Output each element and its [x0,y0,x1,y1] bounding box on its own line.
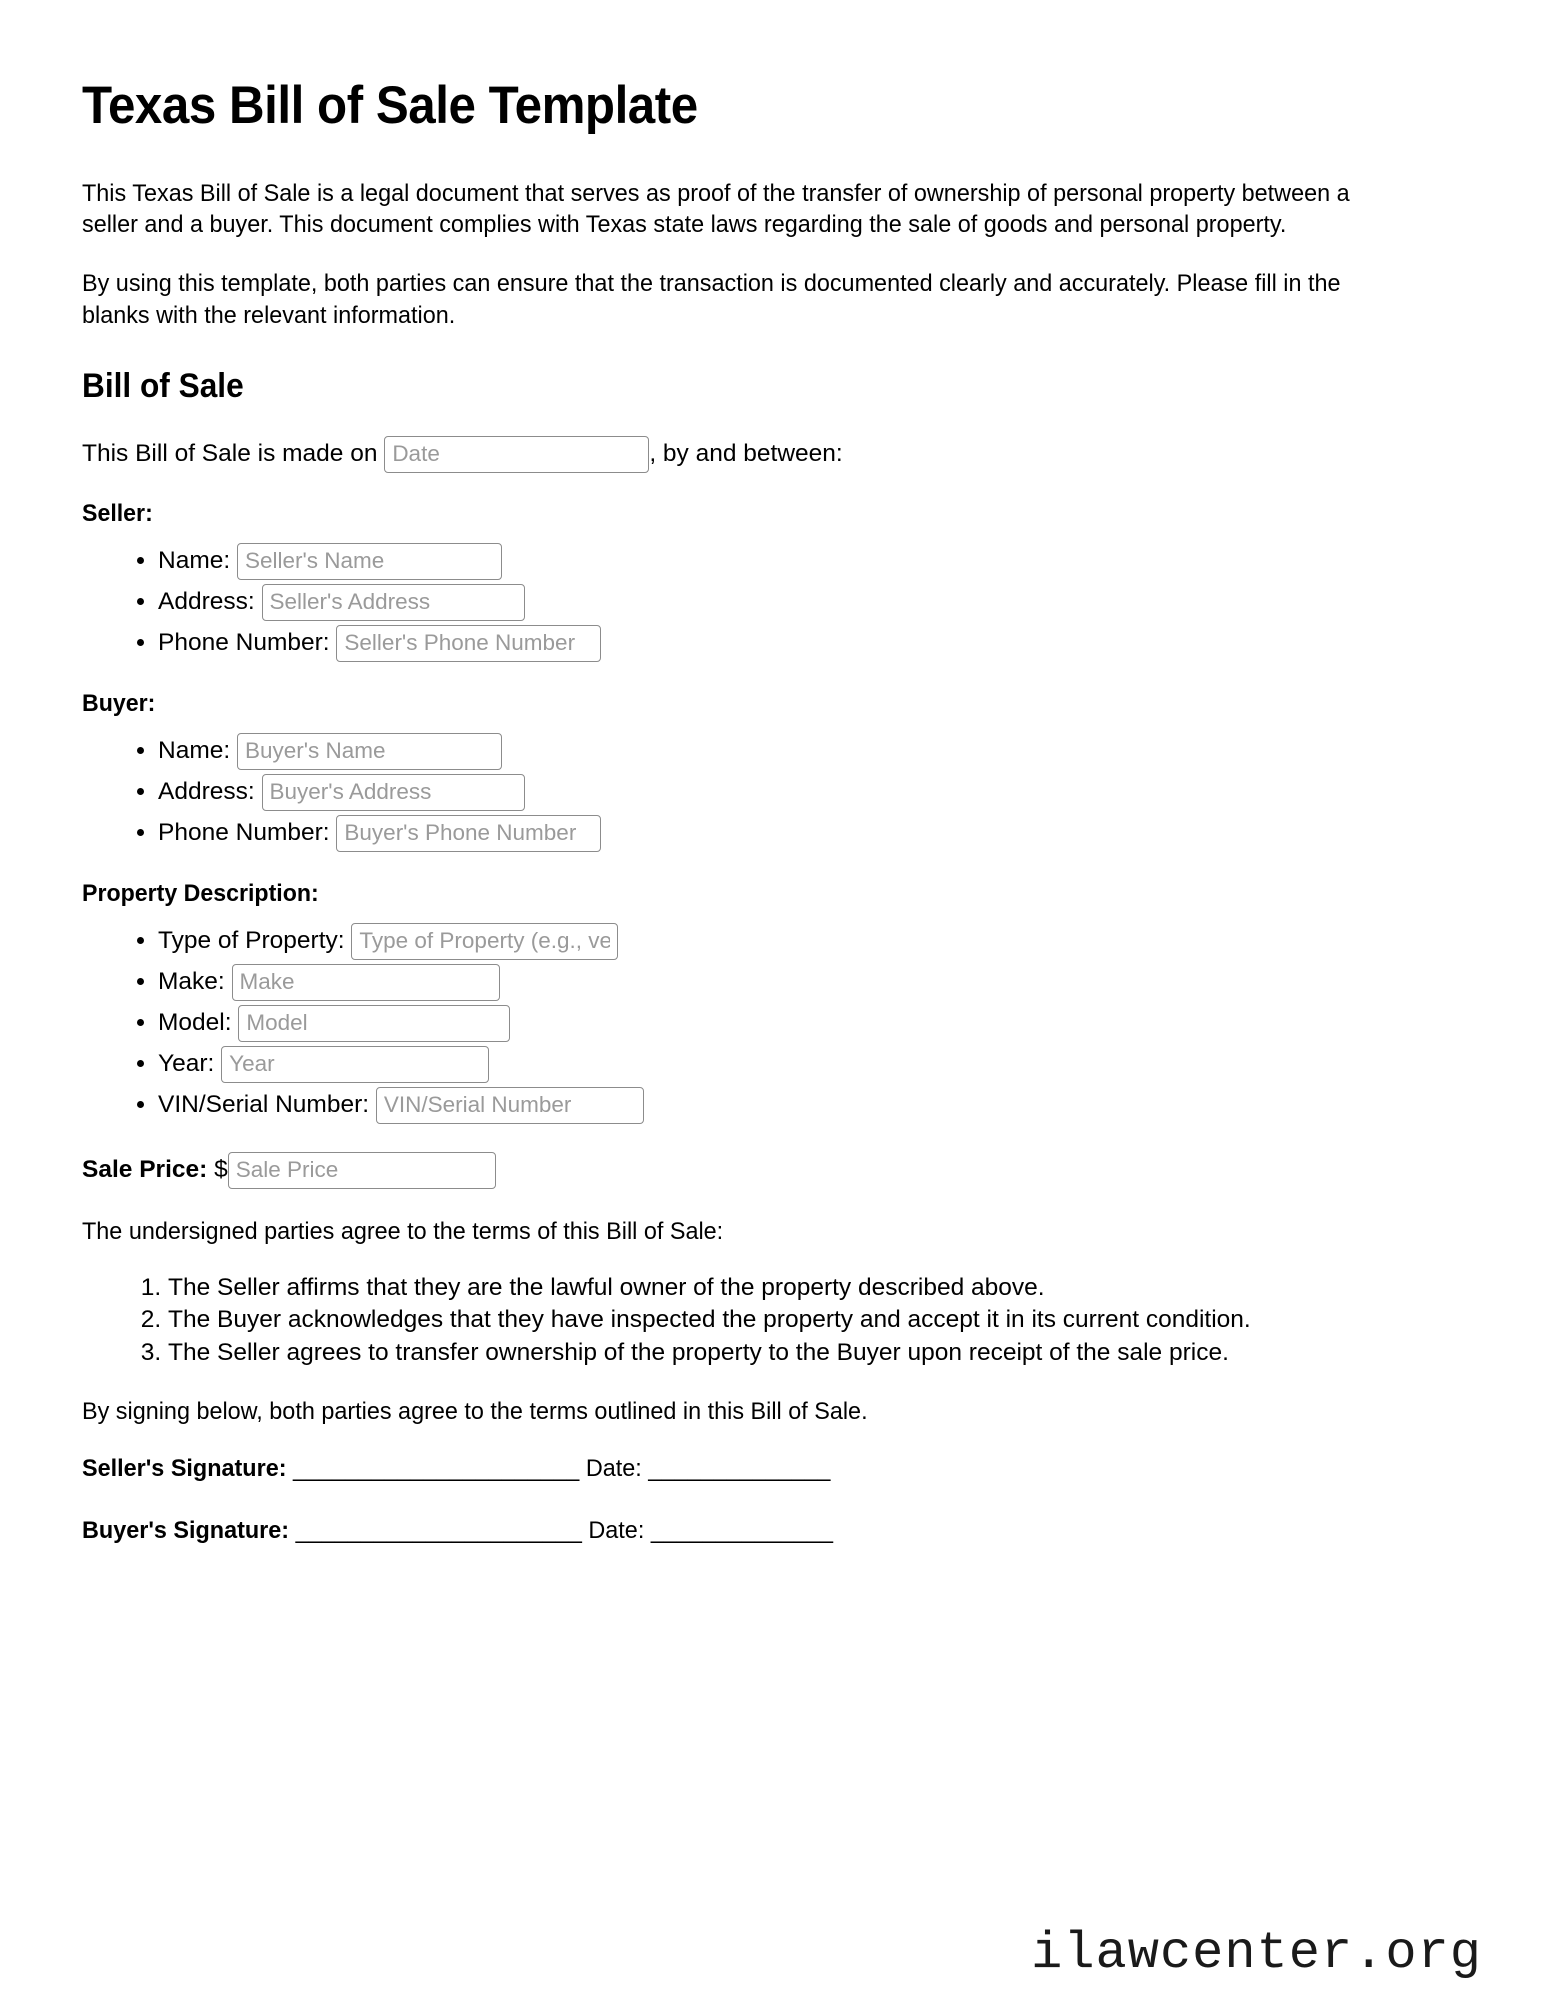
seller-signature-row [82,1455,1411,1483]
seller-phone-label: • Phone Number: [158,629,337,657]
date-line-prefix: This Bill of Sale is made on [82,440,385,468]
terms-closing: By signing below, both parties agree to the terms outlined in this Bill of Sale. [82,1398,868,1426]
buyer-address-label: • Address: [158,778,262,806]
property-description-heading: Property Description: [82,880,319,907]
intro-paragraph-1: This Texas Bill of Sale is a legal document that serves as proof of the transfer of ownership of personal property between a seller and a buyer. This document complies with Texas state laws regarding the sale of goods and personal property. [82,180,1350,239]
list-item [158,1005,1474,1042]
property-vin-label: • VIN/Serial Number: [158,1091,376,1119]
list-item [158,625,1474,662]
seller-name-input[interactable] [237,543,502,580]
sale-price-row [82,1152,1474,1189]
list-item [158,815,1474,852]
date-line-suffix: , by and between: [649,440,843,468]
currency-symbol: $ [214,1156,228,1184]
seller-field-list [82,543,1474,662]
terms-list [82,1273,1474,1368]
buyer-date-blank[interactable]: ______________ [650,1517,834,1545]
list-item [158,923,1474,960]
intro-paragraph-2: By using this template, both parties can ensure that the transaction is documented clearly and accurately. Please fill in the blanks with the relevant information. [82,270,1341,329]
buyer-address-input[interactable] [262,774,525,811]
terms-intro: The undersigned parties agree to the terms of this Bill of Sale: [82,1218,724,1245]
list-item [158,584,1474,621]
list-item: 2. The Buyer acknowledges that they have inspected the property and accept it in its current condition. [168,1305,1458,1335]
buyer-signature-row [82,1517,1411,1545]
seller-signature-blank[interactable]: ______________________ [293,1455,580,1483]
property-type-input[interactable] [351,923,618,960]
property-make-input[interactable] [232,964,500,1001]
seller-name-label: • Name: [158,547,237,575]
list-item [158,733,1474,770]
sale-price-input[interactable] [228,1152,496,1189]
buyer-signature-blank[interactable]: ______________________ [295,1517,582,1545]
list-item: 3. The Seller agrees to transfer ownership of the property to the Buyer upon receipt of the sale price. [168,1338,1458,1368]
section-heading-bill-of-sale: Bill of Sale [82,366,244,405]
property-field-list [82,923,1474,1124]
list-item [158,774,1474,811]
buyer-date-label: Date: [581,1517,651,1545]
buyer-phone-label: • Phone Number: [158,819,337,847]
seller-phone-input[interactable] [336,625,601,662]
sale-price-label: Sale Price: [82,1156,215,1184]
buyer-heading: Buyer: [82,690,156,717]
list-item: 1. The Seller affirms that they are the lawful owner of the property described above. [168,1273,1458,1303]
property-year-label: • Year: [158,1050,222,1078]
property-year-input[interactable] [221,1046,489,1083]
buyer-name-input[interactable] [237,733,502,770]
property-model-label: • Model: [158,1009,239,1037]
seller-signature-label: Seller's Signature: [82,1455,294,1483]
seller-address-input[interactable] [262,584,525,621]
seller-date-blank[interactable]: ______________ [648,1455,831,1483]
buyer-signature-label: Buyer's Signature: [82,1517,296,1545]
property-vin-input[interactable] [376,1087,644,1124]
list-item [158,964,1474,1001]
list-item [158,543,1474,580]
page-title: Texas Bill of Sale Template [82,76,698,135]
list-item [158,1046,1474,1083]
date-line [82,436,1474,473]
list-item [158,1087,1474,1124]
seller-date-label: Date: [579,1455,649,1483]
property-type-label: • Type of Property: [158,927,352,955]
seller-heading: Seller: [82,500,153,527]
site-watermark: ilawcenter.org [1031,1924,1482,1983]
buyer-name-label: • Name: [158,737,237,765]
seller-address-label: • Address: [158,588,262,616]
property-make-label: • Make: [158,968,232,996]
buyer-phone-input[interactable] [336,815,601,852]
buyer-field-list [82,733,1474,852]
property-model-input[interactable] [238,1005,510,1042]
date-input[interactable] [384,436,649,473]
